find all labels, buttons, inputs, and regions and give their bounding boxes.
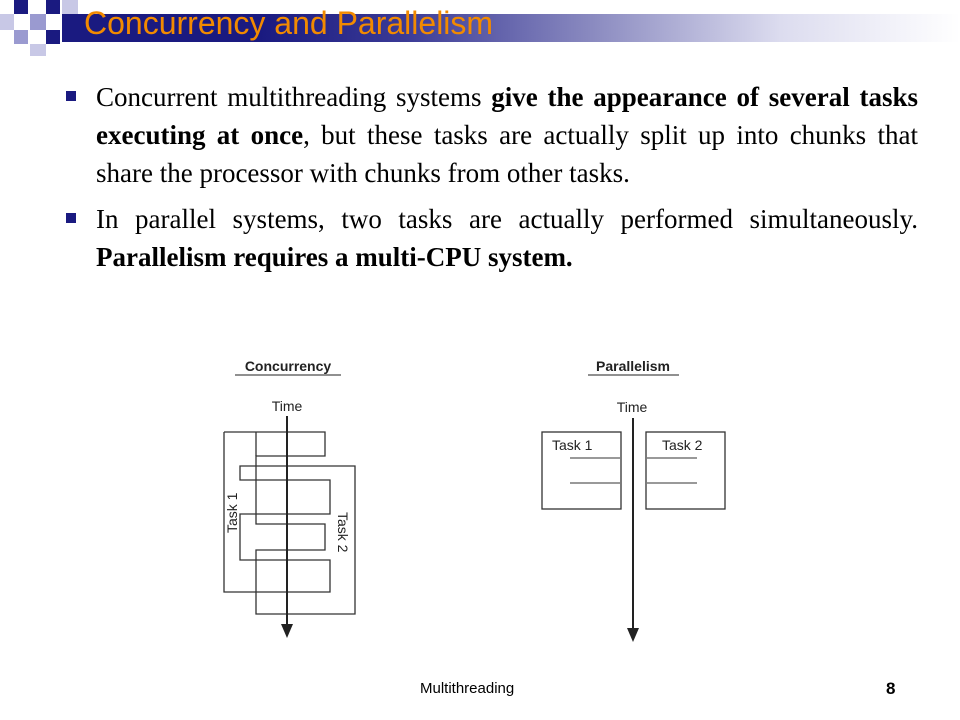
concurrency-time-label: Time <box>271 398 303 414</box>
concurrency-arrowhead-icon <box>281 624 293 638</box>
footer-text: Multithreading <box>420 680 515 697</box>
bullet-text: In parallel systems, two tasks are actually performed simultaneously. <box>96 204 918 234</box>
concurrency-task1-label: Task 1 <box>224 492 240 533</box>
bullet-text: Concurrent multithreading systems <box>96 82 492 112</box>
concurrency-task2-label: Task 2 <box>335 512 351 553</box>
bullet-text: , but these tasks are actually split up into chunks that share the processor with chunks from other tasks. <box>96 120 919 188</box>
parallel-task2-label: Task 2 <box>662 437 703 453</box>
parallelism-arrowhead-icon <box>627 628 639 642</box>
bullet-bold-text: Parallelism requires a multi-CPU system. <box>96 242 573 272</box>
parallelism-heading: Parallelism <box>596 358 670 374</box>
bullet-bold-text: give the appearance of several tasks executing at once <box>96 82 918 150</box>
page-number: 8 <box>886 679 896 698</box>
parallel-task1-label: Task 1 <box>552 437 593 453</box>
parallelism-time-label: Time <box>616 399 648 415</box>
concurrency-heading: Concurrency <box>244 358 332 374</box>
slide-title: Concurrency and Parallelism <box>84 5 494 41</box>
